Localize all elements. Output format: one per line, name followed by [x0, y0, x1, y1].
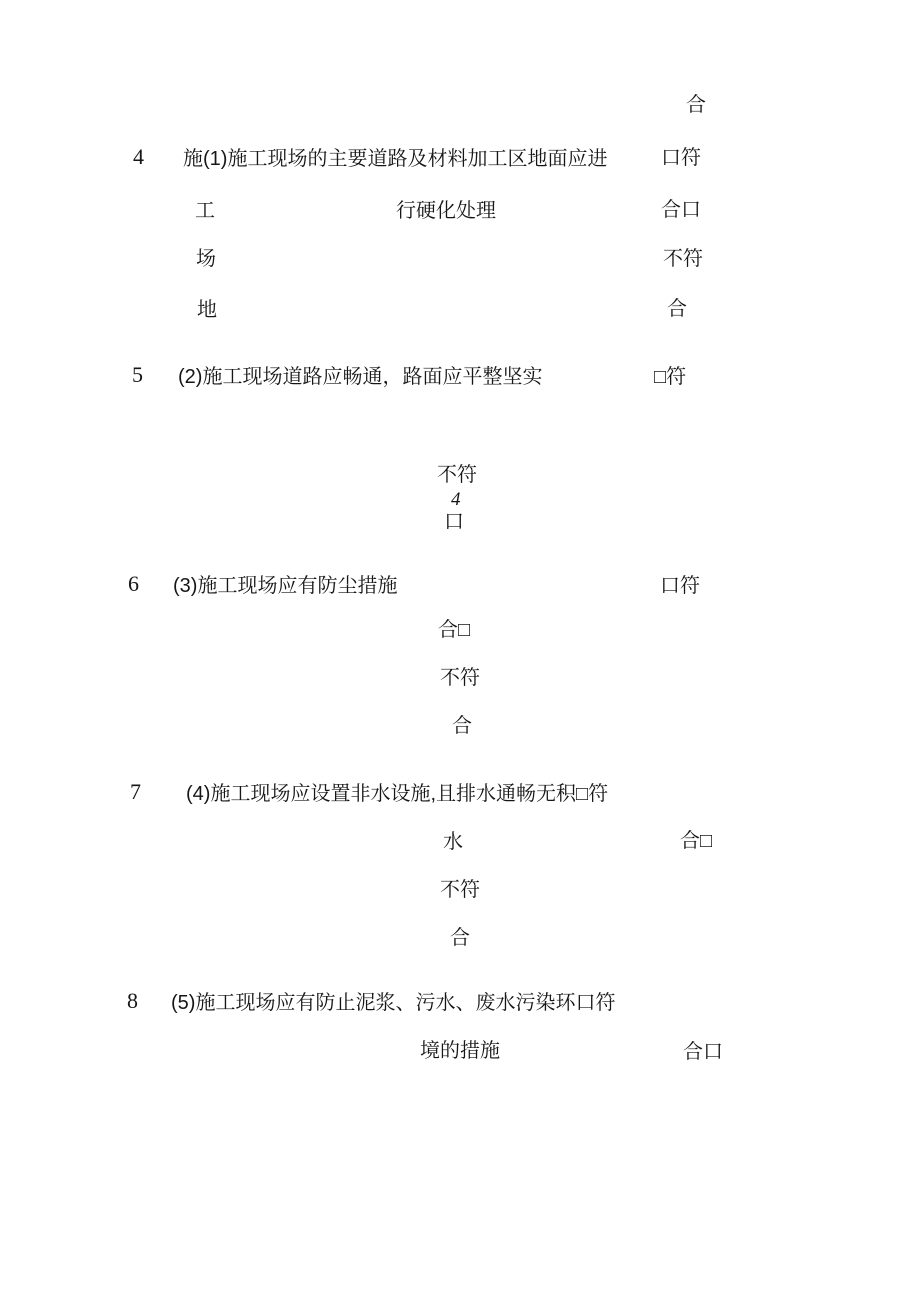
nonconform-mark-cont: 合: [452, 715, 472, 737]
item-text-line-1: (3)施工现场应有防尘措施: [173, 575, 398, 597]
conform-checkbox-mark: 合口: [683, 1041, 723, 1063]
category-char-di: 地: [197, 299, 217, 321]
conform-checkbox-mark: 合□: [680, 830, 713, 852]
conform-checkbox-mark: 合□: [438, 619, 471, 641]
item-number: 7: [130, 779, 141, 804]
category-char-chang: 场: [196, 248, 216, 270]
item-number: 5: [132, 362, 143, 387]
nonconform-mark-cont: 合: [450, 927, 470, 949]
nonconform-mark: 不符: [437, 464, 477, 486]
item-text-line-2: 境的措施: [420, 1040, 500, 1062]
conform-checkbox-mark: 合口: [661, 199, 701, 221]
item-text-line-1: (5)施工现场应有防止泥浆、污水、废水污染环口符: [171, 992, 616, 1014]
item-text-line-1: (4)施工现场应设置非水设施,且排水通畅无积□符: [186, 783, 609, 805]
category-char-gong: 工: [195, 200, 215, 222]
nonconform-mark: 不符: [440, 667, 480, 689]
checkbox-conform-mark: □符: [654, 366, 687, 388]
checkbox-glyph: 口: [444, 511, 464, 533]
nonconform-mark: 不符: [440, 879, 480, 901]
nonconform-mark: 不符: [663, 248, 703, 270]
checkbox-conform-mark: 口符: [661, 147, 701, 169]
item-number: 6: [128, 571, 139, 596]
item-text-line-2: 水: [443, 831, 463, 853]
checkbox-conform-mark: 口符: [660, 575, 700, 597]
item-number: 4: [133, 144, 144, 169]
stray-numeral: 4: [451, 489, 461, 510]
item-text-line-1: (2)施工现场道路应畅通，路面应平整坚实: [178, 366, 543, 388]
item-number: 8: [127, 988, 138, 1013]
item-text-line-1: 施(1)施工现场的主要道路及材料加工区地面应进: [183, 148, 608, 170]
item-text-line-2: 行硬化处理: [396, 200, 496, 222]
conform-mark-he: 合: [686, 94, 706, 116]
nonconform-mark-cont: 合: [667, 298, 687, 320]
